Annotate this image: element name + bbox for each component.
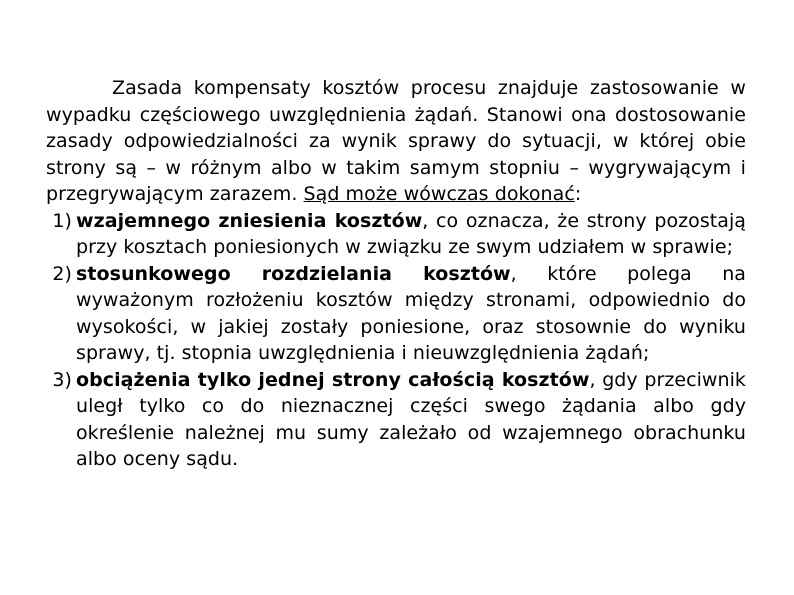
list-item-number: 1) — [52, 209, 72, 232]
intro-paragraph — [46, 75, 746, 208]
list-item-description: , co oznacza, że strony pozostają przy kosztach poniesionych w związku ze swym udziałem w sprawie; — [76, 209, 746, 258]
list-item-proportional-division — [46, 261, 746, 367]
cost-options-list — [46, 208, 746, 473]
list-item-mutual-cancellation — [46, 208, 746, 261]
list-item-single-party-burden — [46, 367, 746, 473]
intro-colon: : — [574, 183, 582, 205]
list-item-description: , gdy przeciwnik uległ tylko co do nieznacznej części swego żądania albo gdy określenie należnej mu sumy zależało od wzajemnego obrachunku albo oceny sądu. — [76, 368, 746, 470]
list-item-bold-term: stosunkowego rozdzielania kosztów — [76, 262, 511, 285]
list-item-description: , które polega na wyważonym rozłożeniu kosztów między stronami, odpowiednio do wysokości, w jakiej zostały poniesione, oraz stosownie do wyniku sprawy, tj. stopnia uwzględnienia i nieuwzględnienia żądań; — [76, 262, 746, 364]
document-body — [46, 75, 746, 473]
list-item-number: 2) — [52, 262, 72, 285]
court-may-text: Sąd może wówczas dokonać — [303, 183, 575, 205]
intro-text: Zasada kompensaty kosztów procesu znajduje zastosowanie w wypadku częściowego uwzględnienia żądań. Stanowi ona dostosowanie zasady odpowiedzialności za wynik sprawy do sytuacji, w której obie strony są – w różnym albo w takim samym stopniu – wygrywającym i przegrywającym zarazem. — [46, 77, 746, 205]
list-item-bold-term: wzajemnego zniesienia kosztów — [76, 209, 423, 232]
list-item-number: 3) — [52, 368, 72, 391]
list-item-bold-term: obciążenia tylko jednej strony całością kosztów — [76, 368, 590, 391]
